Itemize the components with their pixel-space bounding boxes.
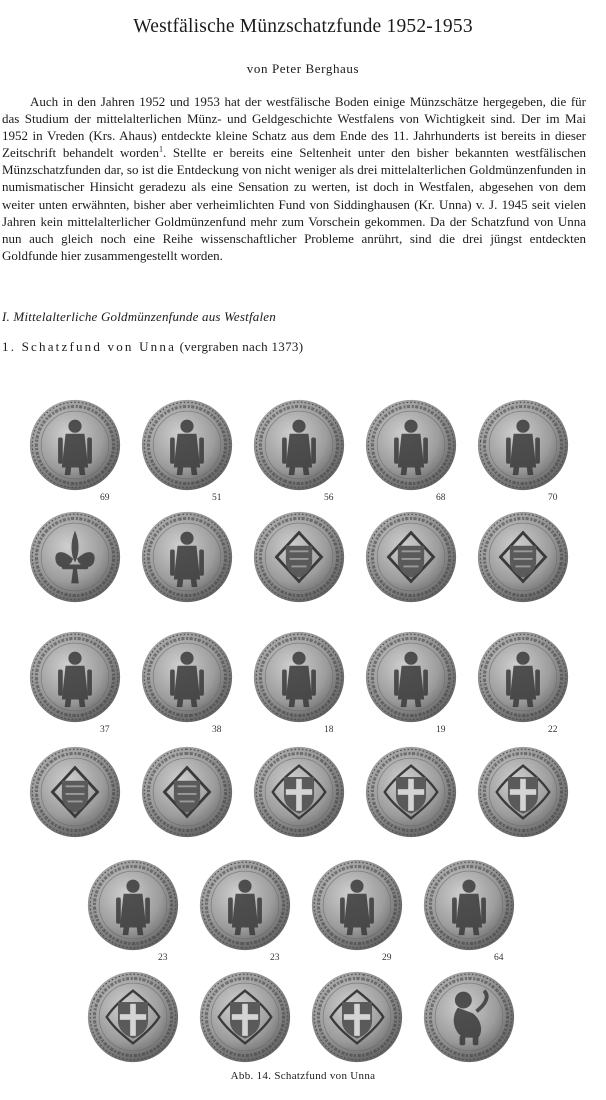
coin-number: 29: [382, 953, 392, 963]
coin-cross-image: [476, 745, 570, 839]
coin-shield-image: [28, 745, 122, 839]
article-title: Westfälische Münzschatzfunde 1952-1953: [133, 16, 473, 37]
coin-lion-image: [422, 970, 516, 1064]
coin-number: 18: [324, 725, 334, 735]
coin-number: 22: [548, 725, 558, 735]
coin-number: 38: [212, 725, 222, 735]
subsection-title: 1. Schatzfund von Unna: [2, 339, 177, 354]
coin-figure-image: [198, 858, 292, 952]
intro-text-part-2: . Stellte er bereits eine Seltenheit unter den bisher bekannten westfälischen Münzschatzfunden dar, so ist die Entdeckung von nicht weniger als drei mittelalterlichen Goldmünzenfunden in numismatischer Hinsicht geradezu als eine Sensation zu werten, ist doch in Westfalen, abgesehen von dem weiter unten erwähnten, bisher aber verheimlichten Fund von Siddinghausen (Kr. Unna) v. J. 1945 seit vielen Jahren kein mittelalterlicher Goldmünzenfund mehr zum Vorschein gekommen. Da der Schatzfund von Unna nun auch gleich noch eine Reihe wissenschaftlicher Probleme anrührt, sind die drei jüngst entdeckten Goldfunde hier zusammengestellt worden.: [2, 145, 587, 263]
footnote-reference[interactable]: 1: [159, 144, 164, 154]
coin-figure-image: [310, 858, 404, 952]
coin-cross-image: [198, 970, 292, 1064]
coin-number: 51: [212, 493, 222, 503]
coin-number: 23: [158, 953, 168, 963]
figure-caption: Abb. 14. Schatzfund von Unna: [230, 1070, 376, 1082]
coin-cross-image: [252, 745, 346, 839]
coin-shield-image: [140, 745, 234, 839]
coin-figure-image: [364, 398, 458, 492]
coin-lily-image: [28, 510, 122, 604]
coin-cross-image: [364, 745, 458, 839]
coin-figure-image: [28, 630, 122, 724]
coin-shield-image: [364, 510, 458, 604]
section-heading: I. Mittelalterliche Goldmünzenfunde aus Westfalen: [2, 309, 276, 324]
coin-cross-image: [86, 970, 180, 1064]
coin-figure-image: [476, 630, 570, 724]
coin-figure-image: [140, 398, 234, 492]
coin-figure-image: [28, 398, 122, 492]
coin-number: 56: [324, 493, 334, 503]
coin-figure-image: [252, 398, 346, 492]
coin-shield-image: [252, 510, 346, 604]
coin-figure-image: [476, 398, 570, 492]
intro-text-part-1: Auch in den Jahren 1952 und 1953 hat der westfälische Boden einige Münzschätze hergegeben, die für das Studium der mittelalterlichen Münz- und Geldgeschichte Westfalens von Wichtigkeit sind. Der im Mai 1952 in Vreden (Krs. Ahaus) entdeckte kleine Schatz aus dem Ende des 11. Jahrhunderts ist bereits in dieser Zeitschrift behandelt worden: [2, 94, 586, 161]
coin-figure-image: [86, 858, 180, 952]
coin-number: 19: [436, 725, 446, 735]
subsection-dating: (vergraben nach 1373): [176, 339, 304, 354]
coin-number: 68: [436, 493, 446, 503]
coin-number: 37: [100, 725, 110, 735]
coin-cross-image: [310, 970, 404, 1064]
coin-figure-image: [364, 630, 458, 724]
article-author: von Peter Berghaus: [246, 61, 360, 76]
coin-number: 69: [100, 493, 110, 503]
coin-number: 64: [494, 953, 504, 963]
coin-figure-image: [140, 510, 234, 604]
coin-number: 23: [270, 953, 280, 963]
coin-figure-image: [252, 630, 346, 724]
coin-figure-image: [422, 858, 516, 952]
coin-shield-image: [476, 510, 570, 604]
coin-number: 70: [548, 493, 558, 503]
coin-figure-image: [140, 630, 234, 724]
